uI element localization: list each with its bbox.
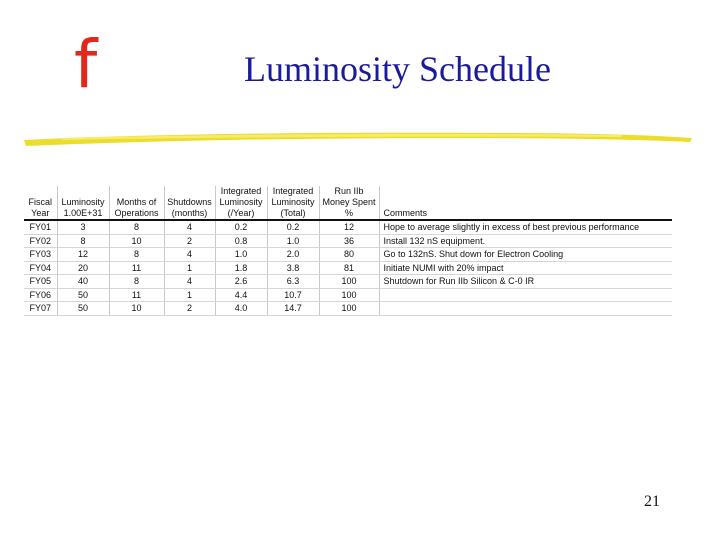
table-cell: 4 bbox=[164, 220, 215, 234]
table-cell: 4.4 bbox=[215, 288, 267, 302]
header-cell bbox=[57, 186, 109, 197]
table-cell: 0.8 bbox=[215, 234, 267, 248]
table-cell: 2.0 bbox=[267, 248, 319, 262]
table-row bbox=[24, 248, 672, 262]
table-cell: 4.0 bbox=[215, 302, 267, 316]
table-row bbox=[24, 288, 672, 302]
header-cell: Comments bbox=[379, 208, 672, 220]
table-cell: 4 bbox=[164, 275, 215, 289]
header-cell bbox=[109, 186, 164, 197]
table-cell: 4 bbox=[164, 248, 215, 262]
header-cell: Months of bbox=[109, 197, 164, 208]
header-cell: Luminosity bbox=[215, 197, 267, 208]
table-cell: FY03 bbox=[24, 248, 57, 262]
table-cell: 10.7 bbox=[267, 288, 319, 302]
header-cell: Money Spent bbox=[319, 197, 379, 208]
header-cell: Luminosity bbox=[57, 197, 109, 208]
table-row bbox=[24, 275, 672, 289]
table-cell: 80 bbox=[319, 248, 379, 262]
header-cell bbox=[24, 186, 57, 197]
page-number: 21 bbox=[644, 493, 660, 510]
table-cell: 1 bbox=[164, 288, 215, 302]
luminosity-table bbox=[24, 186, 672, 316]
table-cell: 8 bbox=[109, 275, 164, 289]
table-cell: FY02 bbox=[24, 234, 57, 248]
table-cell: 20 bbox=[57, 261, 109, 275]
table-cell: 1.0 bbox=[267, 234, 319, 248]
table-cell: 50 bbox=[57, 302, 109, 316]
table-cell: 3 bbox=[57, 220, 109, 234]
table-cell: 12 bbox=[319, 220, 379, 234]
table-cell: 1.0 bbox=[215, 248, 267, 262]
table-cell: 8 bbox=[109, 220, 164, 234]
comment-cell: Go to 132nS. Shut down for Electron Cooling bbox=[379, 248, 672, 262]
header-cell: Run IIb bbox=[319, 186, 379, 197]
table-cell: FY07 bbox=[24, 302, 57, 316]
table-cell: 36 bbox=[319, 234, 379, 248]
table-cell: 10 bbox=[109, 302, 164, 316]
table-cell: FY05 bbox=[24, 275, 57, 289]
table-cell: 11 bbox=[109, 261, 164, 275]
comment-cell: Hope to average slightly in excess of best previous performance bbox=[379, 220, 672, 234]
table-cell: 2 bbox=[164, 234, 215, 248]
comment-cell bbox=[379, 302, 672, 316]
header-cell: (Total) bbox=[267, 208, 319, 220]
header-cell: (months) bbox=[164, 208, 215, 220]
header-cell: Year bbox=[24, 208, 57, 220]
comment-cell: Shutdown for Run IIb Silicon & C-0 IR bbox=[379, 275, 672, 289]
table-cell: 11 bbox=[109, 288, 164, 302]
table-cell: 100 bbox=[319, 288, 379, 302]
table-cell: 1 bbox=[164, 261, 215, 275]
header-cell: % bbox=[319, 208, 379, 220]
header-cell: Integrated bbox=[267, 186, 319, 197]
header-cell: Luminosity bbox=[267, 197, 319, 208]
table-cell: 8 bbox=[109, 248, 164, 262]
table-cell: 2.6 bbox=[215, 275, 267, 289]
title-underline-bar bbox=[22, 126, 694, 148]
logo: f bbox=[74, 26, 98, 103]
table-cell: FY06 bbox=[24, 288, 57, 302]
table-header-row bbox=[24, 186, 672, 197]
header-cell bbox=[379, 197, 672, 208]
table-header-row bbox=[24, 197, 672, 208]
comment-cell: Install 132 nS equipment. bbox=[379, 234, 672, 248]
header-cell: Integrated bbox=[215, 186, 267, 197]
table-cell: 14.7 bbox=[267, 302, 319, 316]
table-cell: 12 bbox=[57, 248, 109, 262]
table-cell: 50 bbox=[57, 288, 109, 302]
header-cell: 1.00E+31 bbox=[57, 208, 109, 220]
table-row bbox=[24, 220, 672, 234]
table-cell: 40 bbox=[57, 275, 109, 289]
table-cell: 10 bbox=[109, 234, 164, 248]
table-header-row bbox=[24, 208, 672, 220]
header-cell: Shutdowns bbox=[164, 197, 215, 208]
table-cell: 100 bbox=[319, 275, 379, 289]
header-cell bbox=[164, 186, 215, 197]
table-cell: 8 bbox=[57, 234, 109, 248]
table-row bbox=[24, 302, 672, 316]
table-cell: 81 bbox=[319, 261, 379, 275]
table-cell: 6.3 bbox=[267, 275, 319, 289]
header-cell bbox=[379, 186, 672, 197]
comment-cell: Initiate NUMI with 20% impact bbox=[379, 261, 672, 275]
table-cell: 3.8 bbox=[267, 261, 319, 275]
table-cell: 100 bbox=[319, 302, 379, 316]
table-cell: 1.8 bbox=[215, 261, 267, 275]
table-cell: 2 bbox=[164, 302, 215, 316]
comment-cell bbox=[379, 288, 672, 302]
slide-title: Luminosity Schedule bbox=[244, 49, 551, 89]
table-cell: 0.2 bbox=[215, 220, 267, 234]
table-cell: 0.2 bbox=[267, 220, 319, 234]
header-cell: (/Year) bbox=[215, 208, 267, 220]
table-row bbox=[24, 234, 672, 248]
header-cell: Operations bbox=[109, 208, 164, 220]
table-row bbox=[24, 261, 672, 275]
table-cell: FY04 bbox=[24, 261, 57, 275]
table-cell: FY01 bbox=[24, 220, 57, 234]
header-cell: Fiscal bbox=[28, 197, 52, 207]
